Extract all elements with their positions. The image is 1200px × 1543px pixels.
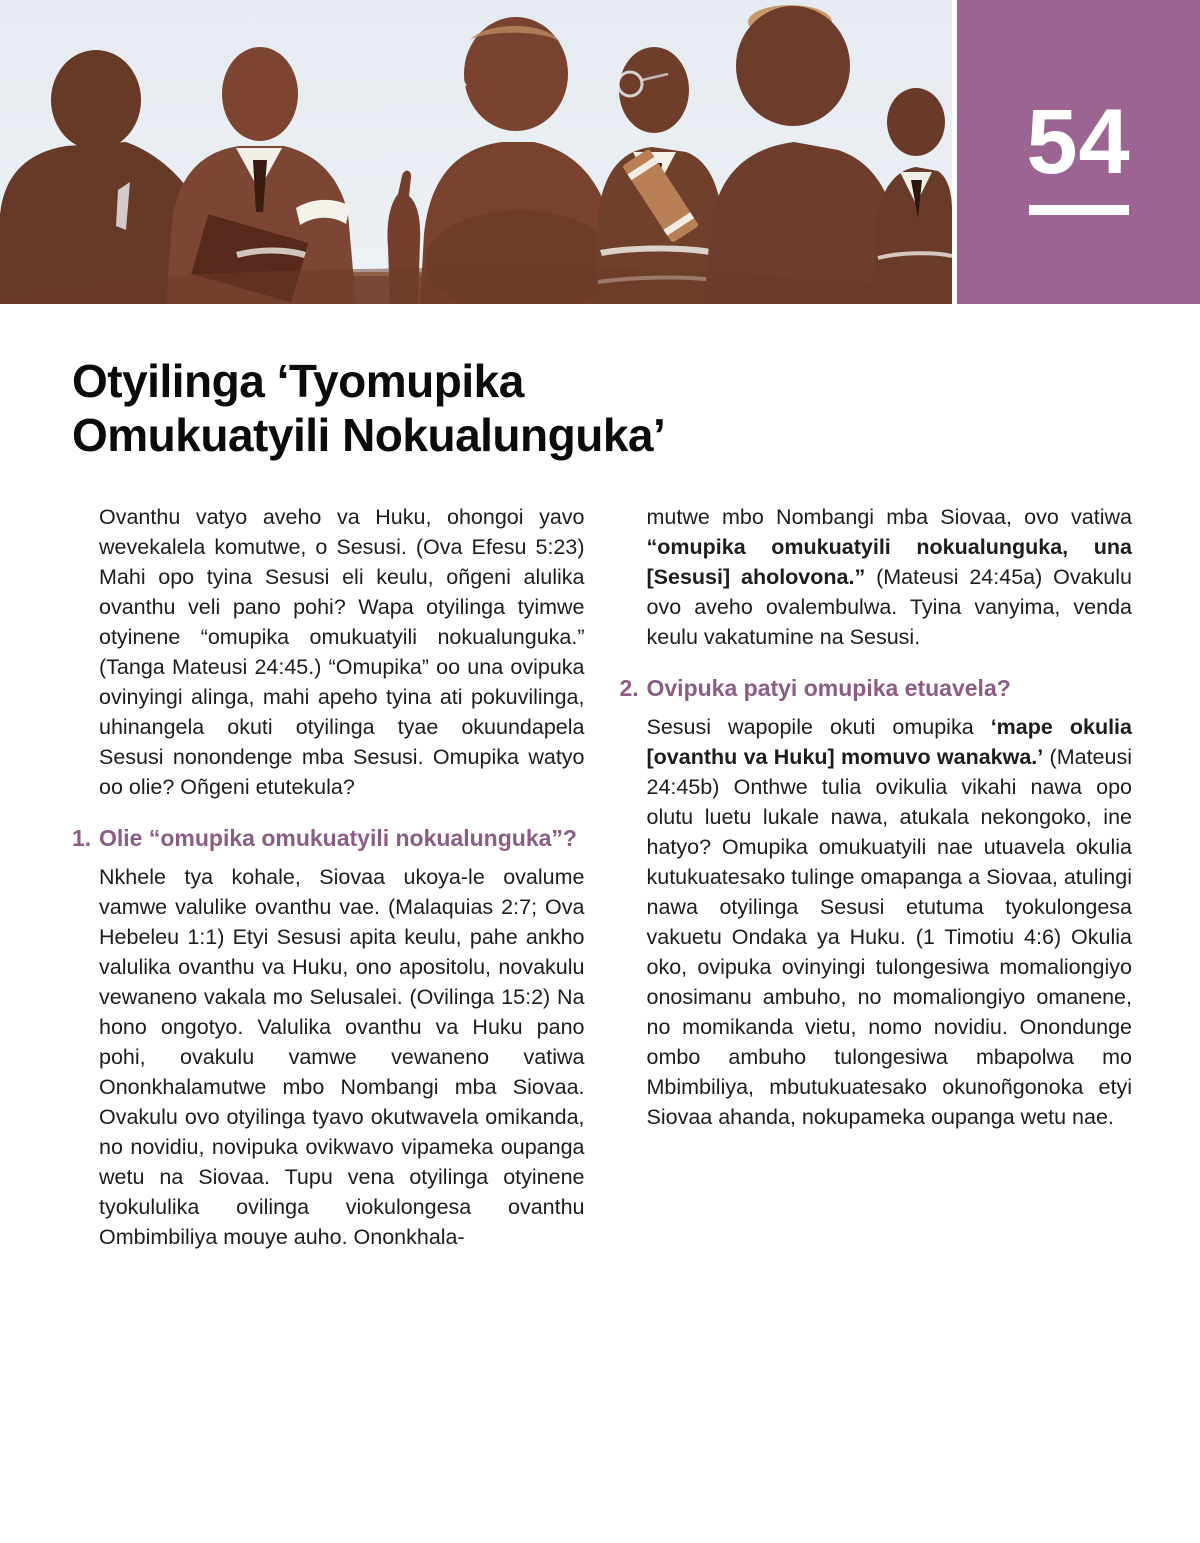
article-title-line1: Otyilinga ‘Tyomupika bbox=[72, 355, 524, 407]
section-heading-1 bbox=[72, 824, 585, 853]
article-title-line2: Omukuatyili Nokualunguka’ bbox=[72, 409, 666, 461]
column-left bbox=[72, 502, 585, 1252]
text-run: mutwe mbo Nombangi mba Siovaa, ovo vatiwa bbox=[646, 505, 1132, 529]
lesson-number-underline bbox=[1029, 205, 1129, 215]
section-1-paragraph-continued bbox=[647, 502, 1133, 652]
section-2-number: 2. bbox=[619, 675, 639, 701]
article-title bbox=[72, 354, 1132, 462]
lesson-number-box bbox=[957, 0, 1200, 304]
article-body bbox=[72, 502, 1132, 1252]
meeting-silhouettes-illustration bbox=[0, 0, 952, 304]
section-1-paragraph: Nkhele tya kohale, Siovaa ukoya-le ovalume vamwe valulike ovanthu vae. (Malaquias 2:7; Ova Hebeleu 1:1) Etyi Sesusi apita keulu, pahe ankho valulika ovanthu va Huku, ono apositolu, novakulu vewaneno vakala mo Selusalei. (Ovilinga 15:2) Na hono ongotyo. Valulika ovanthu va Huku pano pohi, ovakulu vamwe vewaneno vatiwa Ononkhalamutwe mbo Nombangi mba Siovaa. Ovakulu ovo otyilinga tyavo okutwavela omikanda, no novidiu, novipuka ovikwavo vipameka oupanga wetu na Siovaa. Tupu vena otyilinga otyinene tyokululika ovilinga viokulongesa ovanthu Ombimbiliya mouye auho. Ononkhala- bbox=[99, 865, 585, 1249]
section-2-paragraph bbox=[647, 712, 1133, 1132]
section-1-number: 1. bbox=[72, 825, 92, 851]
text-run: Sesusi wapopile okuti omupika bbox=[646, 715, 991, 739]
page-header bbox=[0, 0, 1200, 304]
column-right bbox=[620, 502, 1133, 1252]
lesson-number: 54 bbox=[1026, 90, 1131, 193]
header-illustration bbox=[0, 0, 952, 304]
scripture-quote-bold: ‘mape okulia [ovanthu va Huku] momuvo wanakwa.’ bbox=[646, 715, 1132, 769]
scripture-quote-bold: “omupika omukuatyili nokualunguka, una [Sesusi] aholovona.” bbox=[646, 535, 1132, 589]
section-2-title: Ovipuka patyi omupika etuavela? bbox=[646, 675, 1011, 701]
intro-paragraph: Ovanthu vatyo aveho va Huku, ohongoi yavo wevekalela komutwe, o Sesusi. (Ova Efesu 5:23) Mahi opo tyina Sesusi eli keulu, oñgeni alulika ovanthu veli pano pohi? Wapa otyilinga tyimwe otyinene “omupika omukuatyili nokualunguka.” (Tanga Mateusi 24:45.) “Omupika” oo una ovipuka ovinyingi alinga, mahi apeho tyina ati pokuvilinga, uhinangela okuti otyilinga tyae okuundapela Sesusi nonondenge mba Sesusi. Omupika watyo oo olie? Oñgeni etutekula? bbox=[99, 505, 585, 799]
text-run: (Mateusi 24:45a) Ovakulu ovo aveho ovalembulwa. Tyina vanyima, venda keulu vakatumine na Sesusi. bbox=[646, 565, 1132, 649]
section-1-title: Olie “omupika omukuatyili nokualunguka”? bbox=[99, 825, 577, 851]
text-run: (Mateusi 24:45b) Onthwe tulia ovikulia vikahi nawa opo olutu luetu lukale nawa, atukala nekongoko, ine hatyo? Omupika omukuatyili nae utuavela okulia kutukuatesako tulinge omapanga a Siovaa, atulingi nawa otyilinga Sesusi etutuma tyokulongesa vakuetu Ondaka ya Huku. (1 Timotiu 4:6) Okulia oko, ovipuka ovinyingi tulongesiwa momaliongiyo onosimanu ambuho, no momaliongiyo omanene, no momikanda vietu, nomo novidiu. Onondunge ombo ambuho tulongesiwa mbapolwa mo Mbimbiliya, mbutukuatesako okunoñgonoka etyi Siovaa ahanda, nokupameka oupanga wetu nae. bbox=[646, 745, 1132, 1129]
section-heading-2 bbox=[620, 674, 1133, 703]
